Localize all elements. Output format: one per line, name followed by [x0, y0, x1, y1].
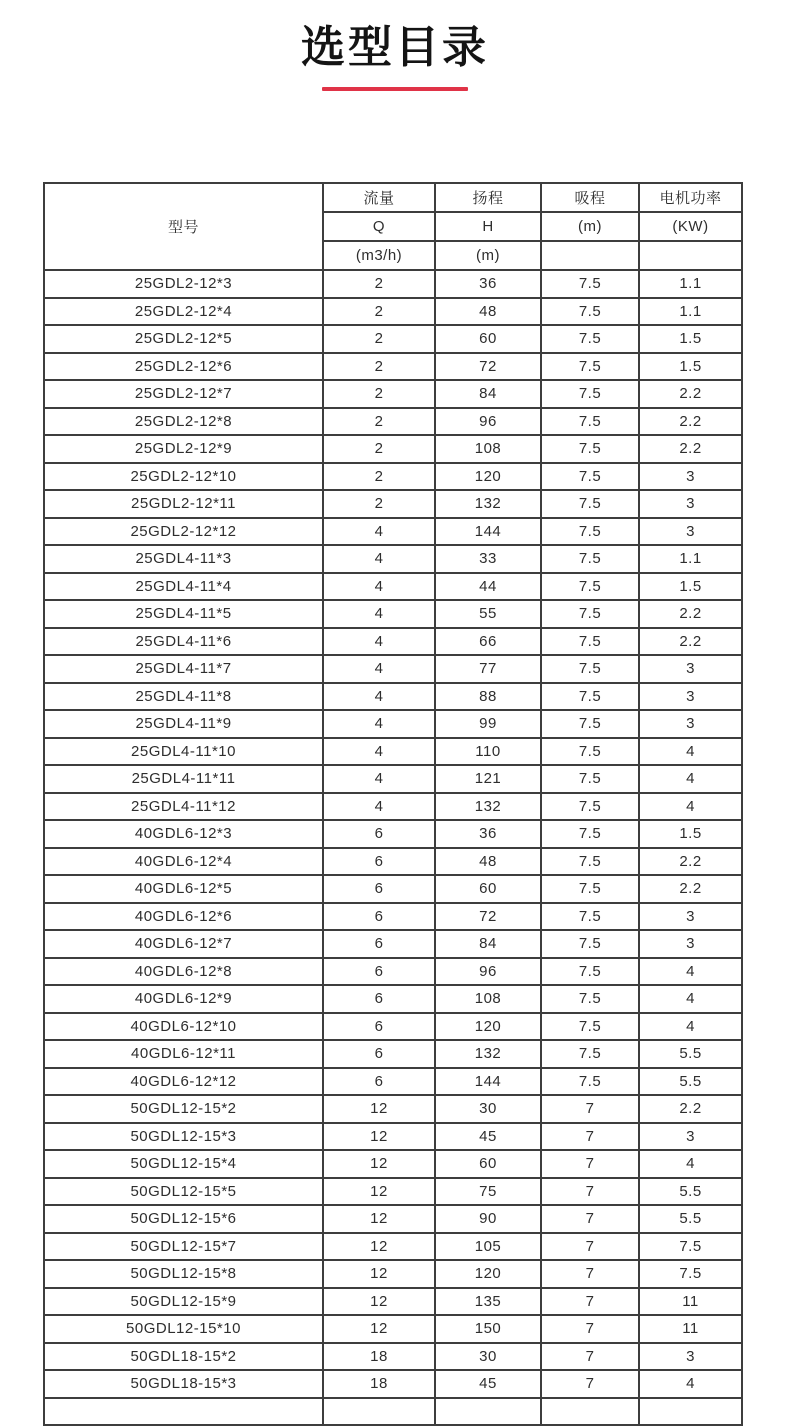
- table-row: [44, 848, 742, 876]
- col-unit-flow: (m3/h): [323, 241, 435, 270]
- cell-suction: 7.5: [541, 545, 639, 573]
- cell-power: 4: [639, 793, 742, 821]
- selection-table-container: [43, 182, 741, 1426]
- cell-model: 25GDL4-11*11: [44, 765, 323, 793]
- cell-model: 50GDL12-15*8: [44, 1260, 323, 1288]
- cell-suction: 7: [541, 1205, 639, 1233]
- cell-head: 72: [435, 903, 541, 931]
- table-row: [44, 793, 742, 821]
- cell-flow: 2: [323, 270, 435, 298]
- cell-power: 2.2: [639, 380, 742, 408]
- cell-head: 144: [435, 1068, 541, 1096]
- cell-head: 96: [435, 958, 541, 986]
- cell-power: 7.5: [639, 1233, 742, 1261]
- cell-flow: 12: [323, 1095, 435, 1123]
- cell-flow: 6: [323, 1013, 435, 1041]
- cell-suction: 7.5: [541, 573, 639, 601]
- cell-flow: 4: [323, 600, 435, 628]
- cell-flow: 6: [323, 958, 435, 986]
- col-unit-head: (m): [435, 241, 541, 270]
- cell-suction: 7.5: [541, 710, 639, 738]
- cell-flow: 6: [323, 985, 435, 1013]
- cell-flow: 6: [323, 1068, 435, 1096]
- cell-suction: 7: [541, 1150, 639, 1178]
- page-title: 选型目录: [301, 23, 489, 72]
- cell-model: 25GDL2-12*7: [44, 380, 323, 408]
- table-row: [44, 1315, 742, 1343]
- table-row: [44, 710, 742, 738]
- cell-suction: 7.5: [541, 325, 639, 353]
- cell-power: 4: [639, 1150, 742, 1178]
- cell-power: 2.2: [639, 628, 742, 656]
- cell-suction: 7.5: [541, 490, 639, 518]
- cell-model: 25GDL2-12*6: [44, 353, 323, 381]
- table-row: [44, 600, 742, 628]
- cell-flow: 4: [323, 710, 435, 738]
- cell-suction: 7: [541, 1343, 639, 1371]
- cell-suction: 7.5: [541, 270, 639, 298]
- cell-suction: 7.5: [541, 848, 639, 876]
- cell-head: 75: [435, 1178, 541, 1206]
- cell-power: 3: [639, 490, 742, 518]
- col-header-suction: 吸程: [541, 183, 639, 212]
- cell-head: 36: [435, 820, 541, 848]
- cell-power: 2.2: [639, 1095, 742, 1123]
- cell-model: 40GDL6-12*12: [44, 1068, 323, 1096]
- cell-head: 44: [435, 573, 541, 601]
- cell-model: 25GDL2-12*10: [44, 463, 323, 491]
- cell-suction: 7.5: [541, 1013, 639, 1041]
- cell-power: 1.1: [639, 545, 742, 573]
- cell-power: 3: [639, 463, 742, 491]
- cell-model: 40GDL6-12*9: [44, 985, 323, 1013]
- table-row: [44, 930, 742, 958]
- cell-head: 132: [435, 793, 541, 821]
- table-row: [44, 408, 742, 436]
- selection-table: [43, 182, 743, 1426]
- cell-head: 33: [435, 545, 541, 573]
- cell-flow: 2: [323, 298, 435, 326]
- table-row: [44, 820, 742, 848]
- cell-suction: 7.5: [541, 903, 639, 931]
- table-row: [44, 1095, 742, 1123]
- cell-power: 3: [639, 655, 742, 683]
- cell-flow: 4: [323, 518, 435, 546]
- table-row: [44, 435, 742, 463]
- cell-flow: 2: [323, 435, 435, 463]
- cell-suction: 7.5: [541, 380, 639, 408]
- cell-suction: 7: [541, 1095, 639, 1123]
- cell-suction: 7.5: [541, 408, 639, 436]
- cell-suction: 7.5: [541, 518, 639, 546]
- table-row: [44, 325, 742, 353]
- cell-power: 3: [639, 903, 742, 931]
- cell-power: 1.1: [639, 270, 742, 298]
- table-row: [44, 463, 742, 491]
- cell-head: 36: [435, 270, 541, 298]
- table-row: [44, 958, 742, 986]
- cell-suction: 7: [541, 1123, 639, 1151]
- cell-head: 120: [435, 1260, 541, 1288]
- cell-power: 3: [639, 683, 742, 711]
- cell-suction: 7.5: [541, 463, 639, 491]
- cell-power: 2.2: [639, 848, 742, 876]
- cell-model: 25GDL4-11*12: [44, 793, 323, 821]
- cell-flow: 4: [323, 683, 435, 711]
- cell-power: 3: [639, 710, 742, 738]
- cell-suction: 7: [541, 1260, 639, 1288]
- cell-head: 60: [435, 875, 541, 903]
- cell-suction: 7: [541, 1315, 639, 1343]
- cell-suction: 7.5: [541, 683, 639, 711]
- table-row: [44, 1178, 742, 1206]
- cell-head: 48: [435, 298, 541, 326]
- cell-suction: 7: [541, 1370, 639, 1398]
- table-row: [44, 270, 742, 298]
- cell-power: 1.5: [639, 353, 742, 381]
- table-row: [44, 573, 742, 601]
- col-unit-suction: [541, 241, 639, 270]
- cell-power: 3: [639, 1343, 742, 1371]
- table-row: [44, 1343, 742, 1371]
- table-row: [44, 1068, 742, 1096]
- cell-power: 5.5: [639, 1178, 742, 1206]
- cell-power: 4: [639, 765, 742, 793]
- cell-head: 99: [435, 710, 541, 738]
- col-unit-power: [639, 241, 742, 270]
- table-row: [44, 518, 742, 546]
- cell-model: 50GDL12-15*5: [44, 1178, 323, 1206]
- cell-suction: 7.5: [541, 738, 639, 766]
- cell-flow: 6: [323, 903, 435, 931]
- table-row: [44, 985, 742, 1013]
- cell-suction: 7.5: [541, 435, 639, 463]
- col-header-power: 电机功率: [639, 183, 742, 212]
- cell-power: 1.1: [639, 298, 742, 326]
- cell-model: 25GDL2-12*9: [44, 435, 323, 463]
- cell-power: 5.5: [639, 1205, 742, 1233]
- cell-model: 25GDL4-11*6: [44, 628, 323, 656]
- cell-flow: 6: [323, 820, 435, 848]
- cell-suction: 7: [541, 1178, 639, 1206]
- cell-head: 132: [435, 490, 541, 518]
- cell-flow: 12: [323, 1233, 435, 1261]
- cell-model: 50GDL18-15*3: [44, 1370, 323, 1398]
- cell-power: 4: [639, 958, 742, 986]
- cell-model: 25GDL4-11*8: [44, 683, 323, 711]
- cell-suction: 7.5: [541, 353, 639, 381]
- cell-power: 11: [639, 1288, 742, 1316]
- cell-model: 50GDL12-15*9: [44, 1288, 323, 1316]
- table-row: [44, 1370, 742, 1398]
- cell-head: 55: [435, 600, 541, 628]
- cell-power: 4: [639, 1013, 742, 1041]
- cell-head: 45: [435, 1123, 541, 1151]
- title-underline-decoration: [322, 87, 468, 91]
- cell-flow: 12: [323, 1288, 435, 1316]
- cell-suction: 7.5: [541, 298, 639, 326]
- col-header-model: 型号: [44, 183, 323, 270]
- cell-power: 2.2: [639, 875, 742, 903]
- cell-model: 50GDL12-15*10: [44, 1315, 323, 1343]
- cell-suction: 7.5: [541, 600, 639, 628]
- cell-head: 110: [435, 738, 541, 766]
- col-header-flow: 流量: [323, 183, 435, 212]
- cell-flow: 12: [323, 1315, 435, 1343]
- table-row: [44, 1288, 742, 1316]
- cell-power: 4: [639, 985, 742, 1013]
- cell-model: 40GDL6-12*11: [44, 1040, 323, 1068]
- cell-flow: 4: [323, 793, 435, 821]
- cell-model: 40GDL6-12*6: [44, 903, 323, 931]
- cell-power: 3: [639, 1123, 742, 1151]
- cell-flow: 2: [323, 408, 435, 436]
- table-row: [44, 545, 742, 573]
- table-row: [44, 765, 742, 793]
- cell-flow: 12: [323, 1178, 435, 1206]
- cell-power: 5.5: [639, 1040, 742, 1068]
- col-symbol-flow: Q: [323, 212, 435, 241]
- cell-flow: 6: [323, 848, 435, 876]
- cell-flow: 18: [323, 1343, 435, 1371]
- table-row: [44, 683, 742, 711]
- col-symbol-suction: (m): [541, 212, 639, 241]
- cell-head: 120: [435, 1013, 541, 1041]
- cell-suction: 7: [541, 1233, 639, 1261]
- table-row: [44, 1150, 742, 1178]
- table-row: [44, 655, 742, 683]
- table-body: [44, 270, 742, 1425]
- cell-model: 50GDL12-15*3: [44, 1123, 323, 1151]
- cell-model: 25GDL2-12*4: [44, 298, 323, 326]
- table-row: [44, 1040, 742, 1068]
- cell-model: 40GDL6-12*8: [44, 958, 323, 986]
- table-row: [44, 1013, 742, 1041]
- table-row: [44, 1205, 742, 1233]
- cell-head: 121: [435, 765, 541, 793]
- cell-head: 88: [435, 683, 541, 711]
- cell-head: 90: [435, 1205, 541, 1233]
- cell-suction: 7.5: [541, 930, 639, 958]
- cell-power: 4: [639, 738, 742, 766]
- header-row-name: [44, 183, 742, 212]
- cell-flow: 4: [323, 545, 435, 573]
- cell-flow: [323, 1398, 435, 1426]
- cell-head: 108: [435, 435, 541, 463]
- cell-power: 3: [639, 518, 742, 546]
- cell-head: 30: [435, 1095, 541, 1123]
- table-row: [44, 380, 742, 408]
- cell-head: 84: [435, 930, 541, 958]
- cell-suction: 7.5: [541, 793, 639, 821]
- cell-suction: 7.5: [541, 875, 639, 903]
- cell-head: 135: [435, 1288, 541, 1316]
- cell-suction: 7.5: [541, 628, 639, 656]
- cell-model: 40GDL6-12*4: [44, 848, 323, 876]
- col-header-head: 扬程: [435, 183, 541, 212]
- cell-flow: 2: [323, 490, 435, 518]
- cell-head: 60: [435, 325, 541, 353]
- cell-model: 25GDL2-12*11: [44, 490, 323, 518]
- cell-suction: 7: [541, 1288, 639, 1316]
- table-row: [44, 298, 742, 326]
- cell-head: 60: [435, 1150, 541, 1178]
- cell-flow: 18: [323, 1370, 435, 1398]
- cell-power: 2.2: [639, 600, 742, 628]
- cell-head: 66: [435, 628, 541, 656]
- cell-power: 1.5: [639, 820, 742, 848]
- cell-power: 4: [639, 1370, 742, 1398]
- cell-head: 120: [435, 463, 541, 491]
- table-header: [44, 183, 742, 270]
- cell-suction: 7.5: [541, 765, 639, 793]
- cell-model: 50GDL12-15*7: [44, 1233, 323, 1261]
- cell-head: 144: [435, 518, 541, 546]
- cell-flow: 12: [323, 1123, 435, 1151]
- cell-power: 5.5: [639, 1068, 742, 1096]
- table-row: [44, 875, 742, 903]
- cell-flow: 2: [323, 463, 435, 491]
- cell-head: 132: [435, 1040, 541, 1068]
- cell-flow: 12: [323, 1260, 435, 1288]
- cell-flow: 12: [323, 1205, 435, 1233]
- cell-model: 40GDL6-12*10: [44, 1013, 323, 1041]
- cell-model: 25GDL4-11*4: [44, 573, 323, 601]
- cell-model: 40GDL6-12*7: [44, 930, 323, 958]
- cell-head: 77: [435, 655, 541, 683]
- cell-head: [435, 1398, 541, 1426]
- cell-head: 105: [435, 1233, 541, 1261]
- cell-flow: 6: [323, 1040, 435, 1068]
- cell-power: 2.2: [639, 408, 742, 436]
- cell-model: 50GDL12-15*2: [44, 1095, 323, 1123]
- cell-flow: 4: [323, 655, 435, 683]
- cell-flow: 6: [323, 875, 435, 903]
- cell-head: 108: [435, 985, 541, 1013]
- cell-model: 25GDL4-11*9: [44, 710, 323, 738]
- cell-power: 1.5: [639, 573, 742, 601]
- col-symbol-power: (KW): [639, 212, 742, 241]
- cell-model: 25GDL2-12*5: [44, 325, 323, 353]
- cell-model: 50GDL12-15*6: [44, 1205, 323, 1233]
- cell-flow: 6: [323, 930, 435, 958]
- cell-flow: 4: [323, 738, 435, 766]
- col-symbol-head: H: [435, 212, 541, 241]
- cell-power: 2.2: [639, 435, 742, 463]
- cell-suction: 7.5: [541, 1040, 639, 1068]
- cell-flow: 2: [323, 380, 435, 408]
- cell-model: 40GDL6-12*5: [44, 875, 323, 903]
- cell-model: 25GDL4-11*10: [44, 738, 323, 766]
- cell-flow: 2: [323, 353, 435, 381]
- cell-head: 30: [435, 1343, 541, 1371]
- cell-flow: 4: [323, 628, 435, 656]
- cell-head: 84: [435, 380, 541, 408]
- cell-model: 25GDL2-12*8: [44, 408, 323, 436]
- table-row: [44, 353, 742, 381]
- cell-head: 45: [435, 1370, 541, 1398]
- cell-model: 25GDL4-11*7: [44, 655, 323, 683]
- cell-head: 48: [435, 848, 541, 876]
- cell-model: 25GDL4-11*3: [44, 545, 323, 573]
- cell-head: 96: [435, 408, 541, 436]
- cell-model: 25GDL2-12*3: [44, 270, 323, 298]
- cell-suction: 7.5: [541, 985, 639, 1013]
- cell-power: 11: [639, 1315, 742, 1343]
- cell-flow: 4: [323, 573, 435, 601]
- cell-power: 3: [639, 930, 742, 958]
- cell-head: 150: [435, 1315, 541, 1343]
- cell-power: 1.5: [639, 325, 742, 353]
- cell-suction: [541, 1398, 639, 1426]
- table-row-clipped: [44, 1398, 742, 1426]
- cell-head: 72: [435, 353, 541, 381]
- table-row: [44, 490, 742, 518]
- table-row: [44, 628, 742, 656]
- cell-flow: 4: [323, 765, 435, 793]
- cell-flow: 12: [323, 1150, 435, 1178]
- table-row: [44, 1260, 742, 1288]
- cell-power: [639, 1398, 742, 1426]
- cell-model: 25GDL4-11*5: [44, 600, 323, 628]
- table-row: [44, 1233, 742, 1261]
- cell-power: 7.5: [639, 1260, 742, 1288]
- cell-suction: 7.5: [541, 820, 639, 848]
- cell-model: 50GDL18-15*2: [44, 1343, 323, 1371]
- cell-model: 40GDL6-12*3: [44, 820, 323, 848]
- table-row: [44, 903, 742, 931]
- cell-suction: 7.5: [541, 1068, 639, 1096]
- table-row: [44, 738, 742, 766]
- table-row: [44, 1123, 742, 1151]
- cell-suction: 7.5: [541, 958, 639, 986]
- cell-model: [44, 1398, 323, 1426]
- cell-flow: 2: [323, 325, 435, 353]
- cell-suction: 7.5: [541, 655, 639, 683]
- cell-model: 50GDL12-15*4: [44, 1150, 323, 1178]
- cell-model: 25GDL2-12*12: [44, 518, 323, 546]
